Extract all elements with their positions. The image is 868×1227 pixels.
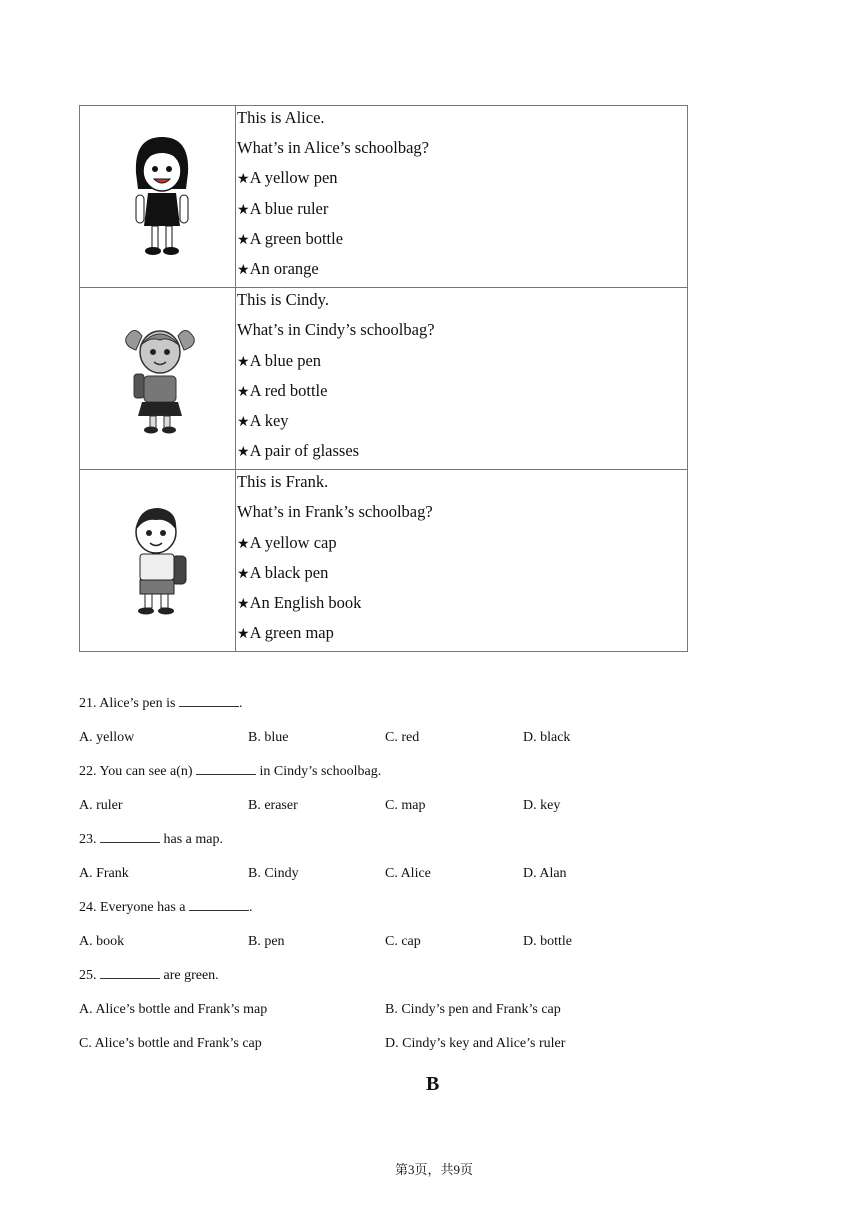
boy-schoolbag-icon: [118, 500, 198, 620]
question-25: 25. are green.: [79, 968, 219, 983]
option-d[interactable]: D. bottle: [523, 934, 572, 949]
option-d[interactable]: D. key: [523, 798, 561, 813]
list-item: ★A blue ruler: [237, 198, 329, 218]
star-icon: ★: [237, 171, 250, 188]
intro-line: This is Cindy.: [237, 290, 329, 310]
page-footer: 第3页，共9页: [394, 1162, 473, 1177]
question-line: What’s in Cindy’s schoolbag?: [237, 320, 435, 340]
text-cell: [236, 106, 688, 288]
text-cell: [236, 470, 688, 652]
list-item: ★A black pen: [237, 562, 329, 582]
list-item: ★A key: [237, 410, 289, 430]
picture-cell: [80, 106, 236, 288]
list-item: ★A yellow cap: [237, 532, 337, 552]
star-icon: ★: [237, 596, 250, 612]
answer-blank[interactable]: [100, 968, 160, 979]
option-c[interactable]: C. map: [385, 798, 426, 813]
question-line: What’s in Alice’s schoolbag?: [237, 138, 429, 158]
star-icon: ★: [237, 535, 250, 552]
option-a[interactable]: A. Frank: [79, 866, 129, 881]
list-item: ★A yellow pen: [237, 168, 338, 188]
star-icon: ★: [237, 261, 250, 278]
table-row-cindy: [80, 288, 688, 470]
answer-blank[interactable]: [196, 764, 256, 775]
list-item: ★An orange: [237, 258, 319, 278]
question-23: 23. has a map.: [79, 832, 223, 847]
answer-blank[interactable]: [189, 900, 249, 911]
star-icon: ★: [237, 383, 250, 400]
star-icon: ★: [237, 413, 250, 430]
option-c[interactable]: C. cap: [385, 934, 421, 949]
option-d[interactable]: D. black: [523, 730, 571, 745]
option-b[interactable]: B. pen: [248, 934, 285, 949]
question-line: What’s in Frank’s schoolbag?: [237, 502, 433, 522]
section-heading: B: [426, 1073, 440, 1095]
list-item: ★A green bottle: [237, 228, 344, 248]
option-c[interactable]: C. red: [385, 730, 420, 745]
girl-black-hair-icon: [122, 131, 202, 261]
table-row-frank: [80, 470, 688, 652]
option-d[interactable]: D. Cindy’s key and Alice’s ruler: [385, 1036, 566, 1051]
list-item: ★A green map: [237, 623, 334, 643]
star-icon: ★: [237, 444, 250, 461]
option-b[interactable]: B. blue: [248, 730, 289, 745]
question-22: 22. You can see a(n) in Cindy’s schoolbag.: [79, 764, 382, 779]
intro-line: This is Alice.: [237, 108, 325, 127]
list-item: ★A red bottle: [237, 380, 328, 400]
star-icon: ★: [237, 626, 250, 643]
question-24: 24. Everyone has a .: [79, 900, 253, 915]
answer-blank[interactable]: [179, 696, 239, 707]
option-a[interactable]: A. book: [79, 934, 125, 949]
girl-pigtails-schoolbag-icon: [120, 316, 200, 436]
list-item: ★An English book: [237, 593, 362, 612]
list-item: ★A blue pen: [237, 350, 322, 370]
intro-line: This is Frank.: [237, 472, 329, 492]
option-c[interactable]: C. Alice’s bottle and Frank’s cap: [79, 1036, 262, 1051]
answer-blank[interactable]: [100, 832, 160, 843]
option-c[interactable]: C. Alice: [385, 866, 431, 881]
info-table: [79, 105, 688, 652]
text-cell: [236, 288, 688, 470]
option-d[interactable]: D. Alan: [523, 866, 567, 881]
star-icon: ★: [237, 231, 250, 248]
option-b[interactable]: B. Cindy’s pen and Frank’s cap: [385, 1002, 561, 1017]
option-a[interactable]: A. ruler: [79, 798, 123, 813]
star-icon: ★: [237, 565, 250, 582]
table-row-alice: [80, 106, 688, 288]
star-icon: ★: [237, 201, 250, 218]
picture-cell: [80, 288, 236, 470]
question-21: 21. Alice’s pen is .: [79, 696, 243, 711]
option-b[interactable]: B. Cindy: [248, 866, 299, 881]
option-a[interactable]: A. yellow: [79, 730, 135, 745]
picture-cell: [80, 470, 236, 652]
star-icon: ★: [237, 353, 250, 370]
list-item: ★A pair of glasses: [237, 441, 360, 461]
option-b[interactable]: B. eraser: [248, 798, 298, 813]
option-a[interactable]: A. Alice’s bottle and Frank’s map: [79, 1002, 268, 1017]
